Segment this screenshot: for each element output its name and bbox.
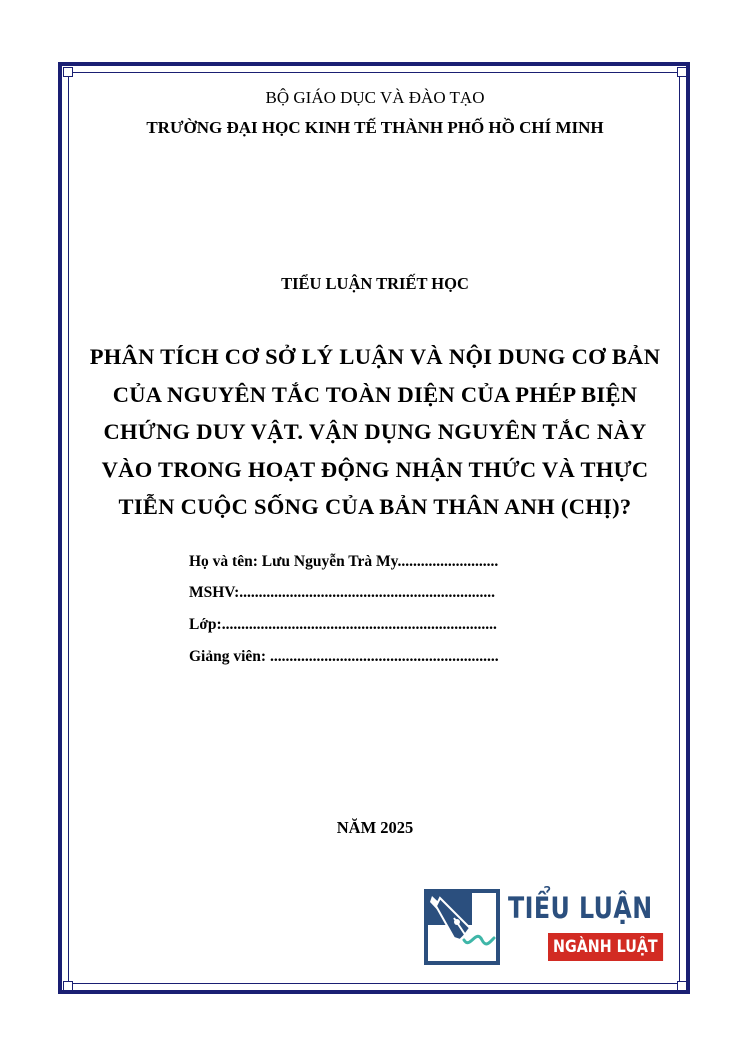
title-line: CỦA NGUYÊN TẮC TOÀN DIỆN CỦA PHÉP BIỆN [112,381,638,407]
university-name: TRƯỜNG ĐẠI HỌC KINH TẾ THÀNH PHỐ HỒ CHÍ MINH [146,118,604,137]
logo-text-primary: TIỂU LUẬN [508,891,653,925]
student-id-field: MSHV:.................................................................. [189,584,495,601]
tieu-luan-logo [424,888,669,968]
title-line: TIỄN CUỘC SỐNG CỦA BẢN THÂN ANH (CHỊ)? [118,494,632,519]
class-field: Lớp:....................................................................... [189,616,497,633]
border-corner-top-right [677,67,687,77]
title-line: VÀO TRONG HOẠT ĐỘNG NHẬN THỨC VÀ THỰC [101,456,649,482]
essay-title [60,338,690,526]
ministry-name: BỘ GIÁO DỤC VÀ ĐÀO TẠO [265,88,485,107]
student-name-field: Họ và tên: Lưu Nguyễn Trà My.......................... [189,553,499,570]
year: NĂM 2025 [336,818,414,837]
title-line: CHỨNG DUY VẬT. VẬN DỤNG NGUYÊN TẮC NÀY [103,419,647,444]
border-corner-bottom-right [677,981,687,991]
logo-text-secondary: NGÀNH LUẬT [548,933,663,961]
title-line: PHÂN TÍCH CƠ SỞ LÝ LUẬN VÀ NỘI DUNG CƠ BẢN [89,344,661,369]
essay-type: TIỂU LUẬN TRIẾT HỌC [281,274,469,293]
border-corner-bottom-left [63,981,73,991]
pen-nib-icon [424,888,500,966]
border-corner-top-left [63,67,73,77]
lecturer-field: Giảng viên: ........................................................... [189,648,499,665]
page-border-inner [68,72,680,984]
